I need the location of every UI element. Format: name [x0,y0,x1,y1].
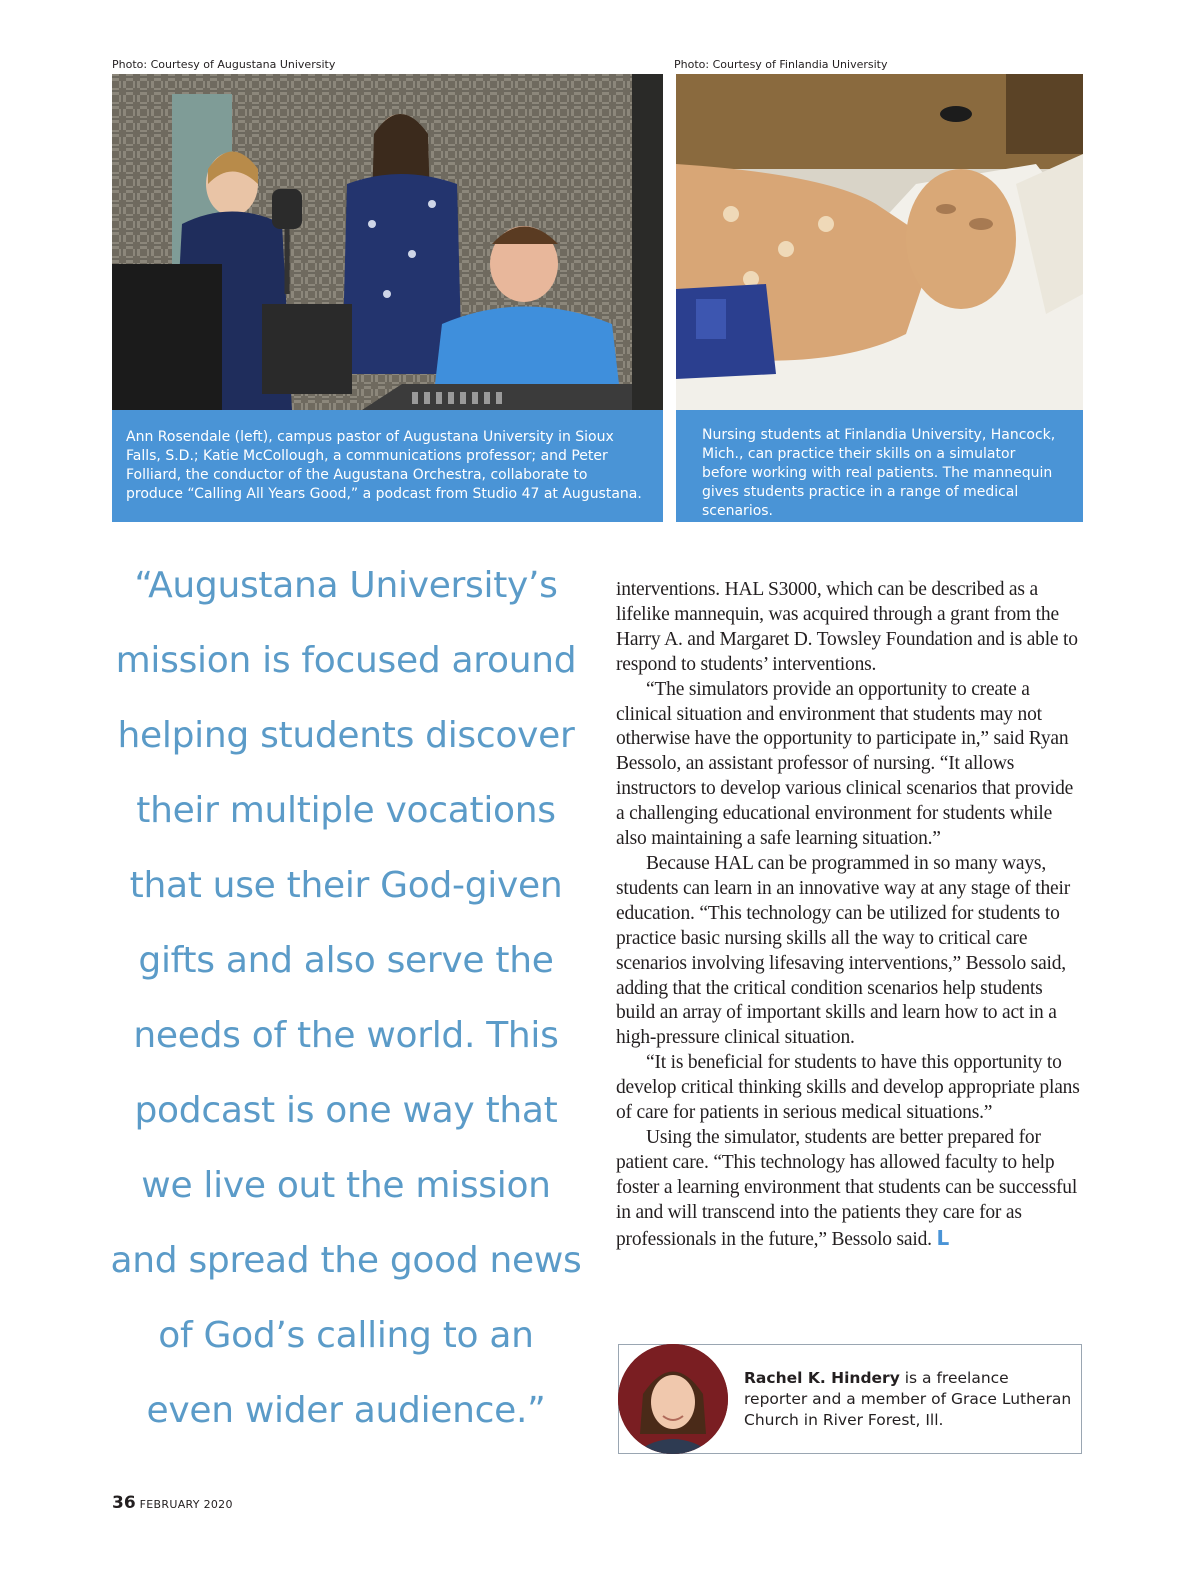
author-description: is a freelance reporter and a member of Grace Lutheran Church in River Forest, Ill. [744,1369,1072,1429]
author-bio [744,1368,1074,1431]
author-name: Rachel K. Hindery [744,1369,900,1387]
author-avatar [618,1344,728,1454]
photo-credit-left: Photo: Courtesy of Augustana University [112,58,336,71]
simulator-photo [676,74,1083,410]
studio-photo [112,74,663,410]
body-paragraph: “The simulators provide an opportunity to create a clinical situation and environment that students may not otherwise have the opportunity to participate in,” said Ryan Bessolo, an assistant professor of nursing. “It allows instructors to develop various clinical scenarios that provide a challenging educational environment for students while also maintaining a safe learning situation.” [616,678,1074,850]
issue-date: FEBRUARY 2020 [139,1498,233,1511]
body-paragraph: “It is beneficial for students to have this opportunity to develop critical thinking skills and develop appropriate plans of care for patients in serious medical situations.” [616,1052,1080,1124]
photo-credit-right: Photo: Courtesy of Finlandia University [674,58,888,71]
pull-quote: “Augustana University’s mission is focused around helping students discover their multiple vocations that use their God-given gifts and also serve the needs of the world. This podcast is one way that we live out the mission and spread the good news of God’s calling to an even wider audience.” [110,565,582,1431]
body-paragraph: Because HAL can be programmed in so many ways, students can learn in an innovative way at any stage of their education. “This technology can be utilized for students to practice basic nursing skills all the way to critical care scenarios involving lifesaving interventions,” Bessolo said, adding that the critical condition scenarios help students build an array of important skills and learn how to act in a high-pressure clinical situation. [616,852,1071,1049]
page-number: 36 [112,1493,136,1513]
caption-left: Ann Rosendale (left), campus pastor of Augustana University in Sioux Falls, S.D.; Katie McCollough, a communications professor; and Peter Folliard, the conductor of the Augustana Orchestra, collaborate to produce “Calling All Years Good,” a podcast from Studio 47 at Augustana. [112,410,663,522]
article-body [616,578,1086,1252]
end-mark-icon: L [936,1225,950,1250]
body-paragraph: Using the simulator, students are better prepared for patient care. “This technology has allowed faculty to help foster a learning environment that students can be successful in and will transcend into the patients they care for as professionals in the future,” Bessolo said. [616,1126,1078,1250]
caption-right: Nursing students at Finlandia University, Hancock, Mich., can practice their skills on a simulator before working with real patients. The mannequin gives students practice in a range of medical scenarios. [676,410,1083,522]
page-footer [112,1493,233,1513]
body-paragraph: interventions. HAL S3000, which can be described as a lifelike mannequin, was acquired through a grant from the Harry A. and Margaret D. Towsley Foundation and is able to respond to students’ interventions. [616,579,1078,675]
